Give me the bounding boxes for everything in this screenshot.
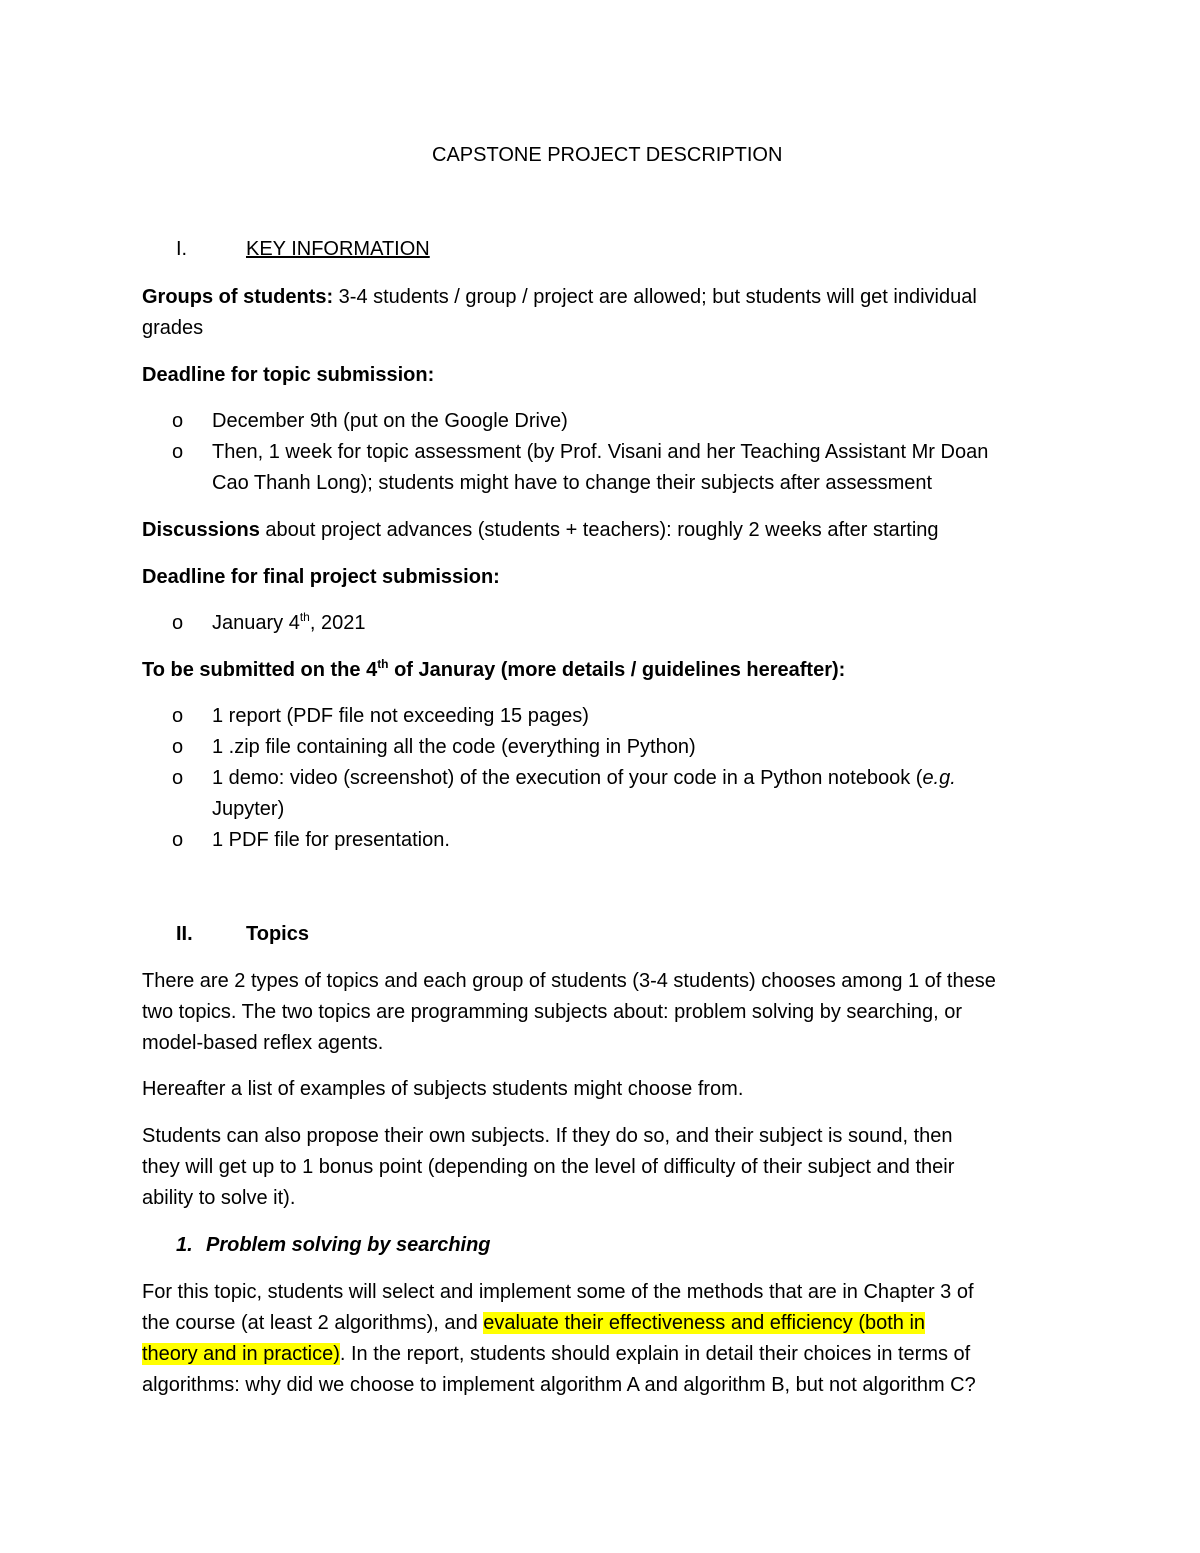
submit-label [142,655,845,686]
topic-bullet-2: Then, 1 week for topic assessment (by Prof. Visani and her Teaching Assistant Mr Doan [212,441,989,463]
final-date-sup: th [299,610,310,624]
bullet-marker: o [172,829,184,851]
topics-para-2: Hereafter a list of examples of subjects students might choose from. [142,1078,744,1100]
section-2-title: Topics [246,923,309,945]
bullet-marker: o [172,410,184,432]
bullet-marker: o [172,441,184,463]
bullet-marker: o [172,736,184,758]
topics-para-1-line-3: model-based reflex agents. [142,1032,384,1054]
groups-line-2: grades [142,317,204,339]
submit-bullet-demo-cont: Jupyter) [212,798,285,820]
discussions-label: Discussions [142,519,260,541]
final-date-text: January 4 [212,612,300,634]
section-2-number: II. [176,923,193,945]
topics-para-1-line-1: There are 2 types of topics and each group of students (3-4 students) chooses among 1 of these [142,970,996,992]
submit-bullet-presentation: 1 PDF file for presentation. [212,829,450,851]
bullet-marker: o [172,612,184,634]
final-deadline-bullet [212,608,365,639]
discussions-line [142,515,939,546]
para4-text: the course (at least 2 algorithms), and [142,1312,484,1334]
topics-para-4-line-3 [142,1339,970,1370]
topics-para-3-line-2: they will get up to 1 bonus point (depending on the level of difficulty of their subject and their [142,1156,955,1178]
submit-bullet-zip: 1 .zip file containing all the code (everything in Python) [212,736,696,758]
submit-label-pre: To be submitted on the 4 [142,659,378,681]
groups-label: Groups of students: [142,286,334,308]
section-1-number: I. [176,238,188,260]
topics-para-4-line-2 [142,1308,925,1339]
submit-label-sup: th [377,657,389,671]
demo-eg: e.g. [922,767,956,789]
topics-para-4-line-4: algorithms: why did we choose to implement algorithm A and algorithm B, but not algorithm C? [142,1374,976,1396]
groups-text: 3-4 students / group / project are allowed; but students will get individual [333,286,977,308]
submit-label-post: of Januray (more details / guidelines hereafter): [388,659,846,681]
deadline-final-label: Deadline for final project submission: [142,566,500,588]
subsection-1-title: Problem solving by searching [206,1234,491,1256]
para4-highlight-cont: theory and in practice) [142,1343,340,1365]
bullet-marker: o [172,705,184,727]
submit-bullet-report: 1 report (PDF file not exceeding 15 pages) [212,705,589,727]
section-2-heading [142,919,309,950]
topics-para-1-line-2: two topics. The two topics are programming subjects about: problem solving by searching, or [142,1001,963,1023]
final-date-year: , 2021 [309,612,366,634]
topics-para-3-line-3: ability to solve it). [142,1187,296,1209]
topics-para-3-line-1: Students can also propose their own subjects. If they do so, and their subject is sound, then [142,1125,953,1147]
discussions-text: about project advances (students + teachers): roughly 2 weeks after starting [259,519,939,541]
subsection-1-number: 1. [176,1234,193,1256]
demo-text: 1 demo: video (screenshot) of the execution of your code in a Python notebook ( [212,767,923,789]
document-title: CAPSTONE PROJECT DESCRIPTION [432,144,783,166]
section-1-heading [142,234,430,265]
para4-highlight: evaluate their effectiveness and efficiency (both in [483,1312,926,1334]
para4-text-cont: . In the report, students should explain in detail their choices in terms of [339,1343,971,1365]
topic-bullet-1: December 9th (put on the Google Drive) [212,410,568,432]
groups-line-1 [142,282,977,313]
topics-para-4-line-1: For this topic, students will select and implement some of the methods that are in Chapter 3 of [142,1281,974,1303]
section-1-title: KEY INFORMATION [246,238,430,260]
submit-bullet-demo [212,763,956,794]
deadline-topic-label: Deadline for topic submission: [142,364,435,386]
bullet-marker: o [172,767,184,789]
subsection-1-heading [142,1230,491,1261]
topic-bullet-2-cont: Cao Thanh Long); students might have to change their subjects after assessment [212,472,933,494]
